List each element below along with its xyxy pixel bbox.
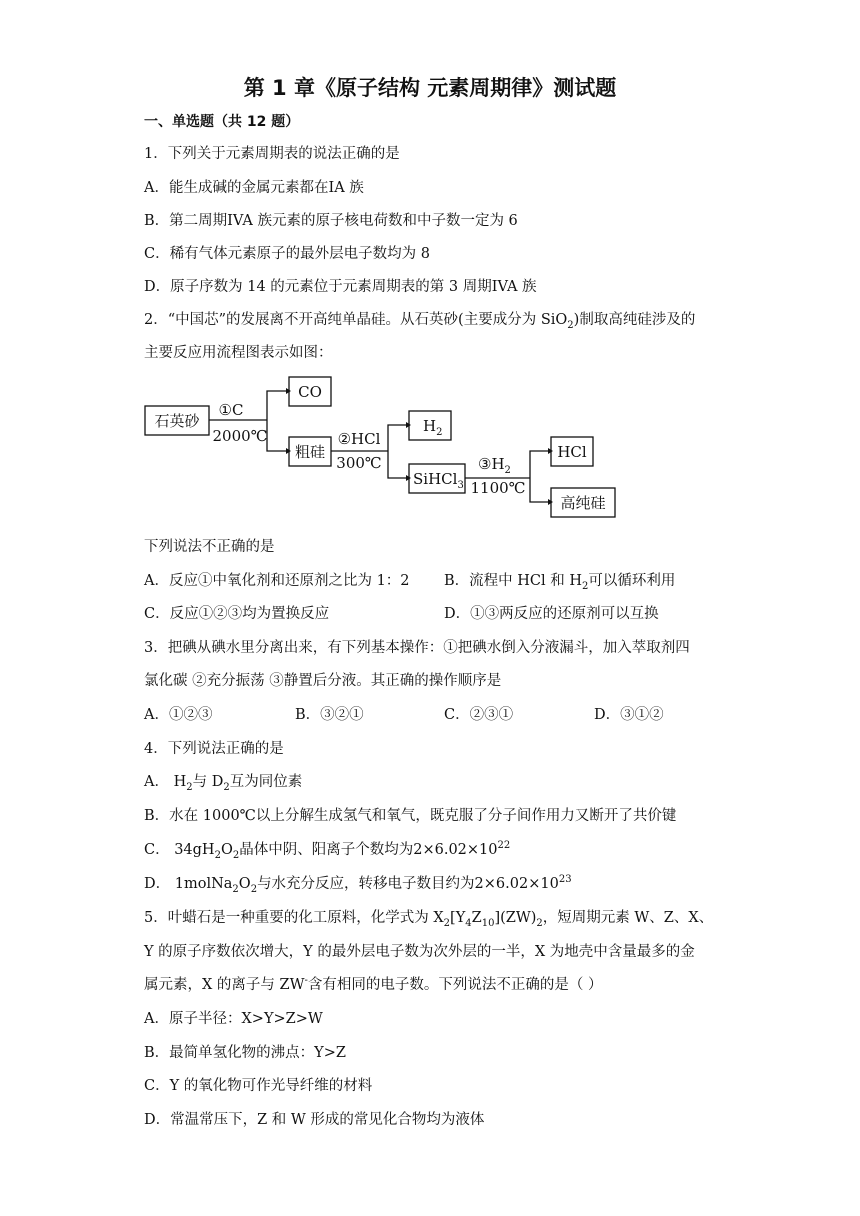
q4-option-b: B．水在 1000℃以上分解生成氢气和氧气，既克服了分子间作用力又断开了共价键 [144, 808, 677, 824]
q3-option-d: D．③①② [594, 707, 664, 723]
flow-step2-temp: 300℃ [336, 454, 382, 472]
flow-hcl: HCl [557, 443, 587, 461]
q3-stem-line2: 氯化碳 ②充分振荡 ③静置后分液。其正确的操作顺序是 [144, 673, 502, 689]
q1-option-d: D．原子序数为 14 的元素位于元素周期表的第 3 周期IVA 族 [144, 279, 537, 295]
box-quartz-sand [145, 406, 209, 435]
q5-stem-line3: 属元素，X 的离子与 ZW-含有相同的电子数。下列说法不正确的是（ ） [144, 975, 603, 993]
flow-crude: 粗硅 [294, 443, 326, 461]
q3-option-c: C．②③① [444, 707, 514, 723]
box-h2 [409, 411, 451, 440]
q5-option-c: C．Y 的氧化物可作光导纤维的材料 [144, 1078, 373, 1094]
q1-option-c: C．稀有气体元素原子的最外层电子数均为 8 [144, 246, 430, 262]
flow-h2: $H_2$ [423, 417, 443, 438]
flow-step3-reagent: $③H_2$ [478, 455, 511, 476]
q4-option-c: C． $34gH_2O_2$晶体中阴、阳离子个数均为$2\times 6.02\times 10^{22}$ [144, 840, 511, 861]
arrow-step1 [209, 391, 286, 451]
section-heading: 一、单选题（共 12 题） [144, 114, 300, 130]
box-pure-silicon [551, 488, 615, 517]
q5-option-a: A．原子半径：X>Y>Z>W [144, 1011, 323, 1027]
flow-step3-temp: 1100℃ [470, 479, 526, 497]
q1-stem: 1．下列关于元素周期表的说法正确的是 [144, 146, 400, 162]
q3-stem-line1: 3．把碘从碘水里分离出来，有下列基本操作：①把碘水倒入分液漏斗，加入萃取剂四 [144, 640, 690, 656]
arrow-step3 [465, 451, 548, 502]
q2-option-a: A．反应①中氧化剂和还原剂之比为 1：2 [144, 573, 410, 589]
q4-option-d: D． $1molNa_2O_2$与水充分反应，转移电子数目约为$2\times 6.02\times 10^{23}$ [144, 874, 572, 895]
q2-option-d: D．①③两反应的还原剂可以互换 [444, 606, 659, 622]
flow-step2-reagent: ②HCl [337, 430, 381, 448]
q5-option-d: D．常温常压下，Z 和 W 形成的常见化合物均为液体 [144, 1112, 485, 1128]
box-hcl [551, 437, 593, 466]
q2-option-c: C．反应①②③均为置换反应 [144, 606, 330, 622]
q1-option-b: B．第二周期IVA 族元素的原子核电荷数和中子数一定为 6 [144, 213, 518, 229]
q5-option-b: B．最简单氢化物的沸点：Y>Z [144, 1045, 346, 1061]
flow-step1-temp: 2000℃ [212, 427, 268, 445]
q5-stem-line1: 5．叶蜡石是一种重要的化工原料，化学式为 $X_2[Y_4Z_{10}](ZW)_2$，短周期元素 W、Z、X、 [144, 910, 714, 929]
flow-co: CO [298, 383, 322, 401]
q5-stem-line2: Y 的原子序数依次增大，Y 的最外层电子数为次外层的一半，X 为地壳中含量最多的金 [144, 944, 695, 960]
flow-start: 石英砂 [154, 412, 200, 430]
box-sihcl3 [409, 464, 465, 493]
flow-sihcl3: SiHCl$_3$ [413, 470, 464, 491]
q4-stem: 4．下列说法正确的是 [144, 741, 284, 757]
q3-option-a: A．①②③ [144, 707, 213, 723]
q2-option-b: B．流程中 HCl 和 $H_2$可以循环利用 [444, 573, 676, 592]
page-title: 第 1 章《原子结构 元素周期律》测试题 [243, 76, 617, 100]
q2-stem-line1: 2．“中国芯”的发展离不开高纯单晶硅。从石英砂(主要成分为 SiO$_2$)制取高纯硅涉及的 [144, 312, 696, 331]
flow-product: 高纯硅 [560, 494, 606, 512]
q4-option-a: A． $H_2$与 $D_2$互为同位素 [144, 774, 303, 793]
q3-option-b: B．③②① [295, 707, 364, 723]
q2-ask: 下列说法不正确的是 [144, 539, 275, 555]
q2-stem-line2: 主要反应用流程图表示如图： [144, 345, 333, 361]
q1-option-a: A．能生成碱的金属元素都在IA 族 [144, 180, 364, 196]
arrow-step2 [331, 425, 406, 478]
box-crude-silicon [289, 437, 331, 466]
flow-step1-reagent: ①C [218, 401, 244, 419]
box-co [289, 377, 331, 406]
